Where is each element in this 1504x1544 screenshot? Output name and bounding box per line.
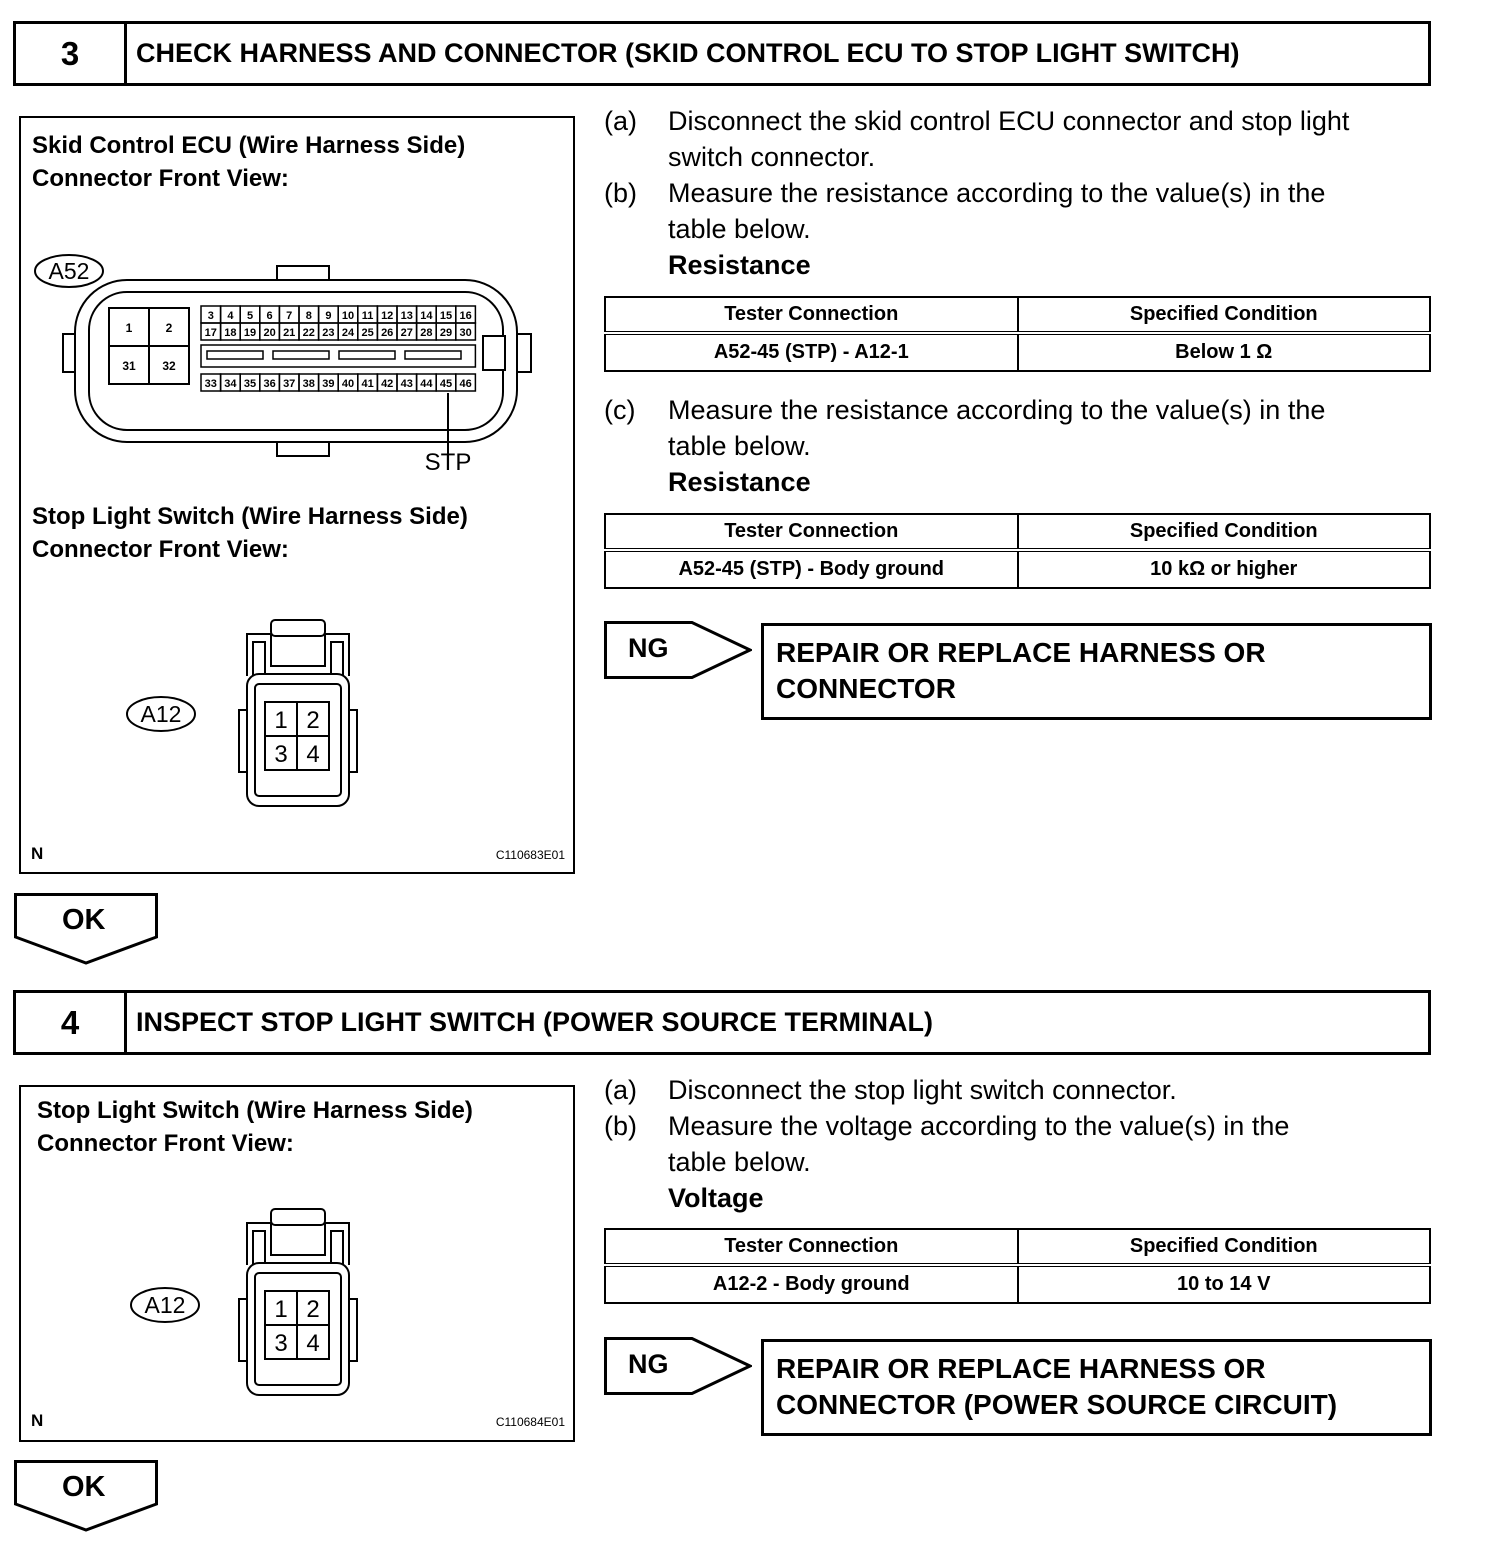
ecu-pin-label: 27 — [400, 327, 413, 339]
ng-arrow-4 — [604, 1337, 752, 1395]
ecu-pin-label: 6 — [266, 310, 273, 322]
instr-b-line1: Measure the voltage according to the value(s) in the — [668, 1111, 1290, 1141]
instr-b-line1: Measure the resistance according to the value(s) in the — [668, 178, 1326, 208]
instr-c-line1: Measure the resistance according to the value(s) in the — [668, 395, 1326, 425]
ng-result-box-4 — [761, 1339, 1432, 1436]
ok-label-4: OK — [62, 1471, 106, 1503]
instr-b-line2: table below. — [668, 214, 811, 244]
step-title: INSPECT STOP LIGHT SWITCH (POWER SOURCE TERMINAL) — [136, 1007, 934, 1037]
ng-label-4: NG — [628, 1349, 669, 1379]
instr-c-line2: table below. — [668, 431, 811, 461]
ng-result-line2: CONNECTOR — [776, 673, 956, 704]
ecu-pin-label: 21 — [283, 327, 296, 339]
connector-figure-3 — [19, 116, 575, 874]
instr-label-a: (a) — [604, 1075, 637, 1105]
ecu-pin-label: 2 — [165, 321, 173, 335]
svg-text:4: 4 — [306, 1330, 320, 1357]
voltage-table — [604, 1228, 1431, 1304]
step-number: 4 — [16, 993, 127, 1052]
svg-text:3: 3 — [274, 741, 288, 768]
resistance-table-2 — [604, 513, 1431, 589]
svg-text:1: 1 — [274, 1296, 288, 1323]
ecu-pin-label: 7 — [286, 310, 293, 322]
ng-label-3: NG — [628, 633, 669, 663]
switch-connector-label: A12 — [144, 1292, 186, 1318]
table-header: Tester Connection — [605, 297, 1018, 333]
ecu-pin-label: 30 — [459, 327, 472, 339]
ecu-pin-label: 9 — [325, 310, 332, 322]
ecu-pin-label: 28 — [420, 327, 433, 339]
ecu-pin-label: 29 — [439, 327, 453, 339]
ng-arrow-3 — [604, 621, 752, 679]
step-title: CHECK HARNESS AND CONNECTOR (SKID CONTROL ECU TO STOP LIGHT SWITCH) — [136, 38, 1240, 68]
figure-code: C110684E01 — [495, 1415, 565, 1429]
ng-result-box-3 — [761, 623, 1432, 720]
ecu-pin-label: 13 — [400, 310, 413, 322]
ecu-pin-label: 8 — [305, 310, 312, 322]
ecu-pin-label: 19 — [243, 327, 257, 339]
table-header: Specified Condition — [1018, 514, 1431, 550]
ecu-pin-label: 45 — [439, 378, 453, 390]
ecu-pin-label: 39 — [322, 378, 335, 390]
stp-label: STP — [424, 449, 472, 476]
instr-c-heading: Resistance — [668, 467, 811, 497]
ecu-pin-label: 5 — [246, 310, 254, 322]
step-number: 3 — [16, 24, 127, 83]
ecu-pin-label: 12 — [381, 310, 394, 322]
step-3-instruction-c — [604, 392, 1444, 500]
ecu-pin-label: 32 — [162, 359, 176, 373]
table-header: Tester Connection — [605, 1229, 1018, 1265]
instr-label-b: (b) — [604, 1111, 637, 1141]
connector-figure-4 — [19, 1085, 575, 1442]
instr-b-line2: table below. — [668, 1147, 811, 1177]
instr-label-a: (a) — [604, 106, 637, 136]
table-cell: A52-45 (STP) - Body ground — [605, 550, 1018, 588]
ecu-pin-label: 41 — [361, 378, 374, 390]
instr-label-c: (c) — [604, 395, 636, 425]
switch-figure-title-1: Stop Light Switch (Wire Harness Side) — [32, 503, 468, 530]
instr-a-line1: Disconnect the stop light switch connector. — [668, 1075, 1177, 1105]
corner-letter: N — [31, 844, 44, 863]
step-3-instructions — [604, 103, 1444, 283]
ecu-pin-label: 43 — [400, 378, 413, 390]
ecu-pin-label: 11 — [361, 310, 374, 322]
switch-figure-title-1: Stop Light Switch (Wire Harness Side) — [37, 1097, 473, 1124]
ecu-pin-label: 26 — [381, 327, 394, 339]
ecu-pin-label: 15 — [439, 310, 453, 322]
ecu-pin-label: 20 — [263, 327, 276, 339]
ecu-pin-label: 40 — [341, 378, 355, 390]
ecu-pin-label: 1 — [125, 321, 133, 335]
table-cell: A52-45 (STP) - A12-1 — [605, 333, 1018, 371]
table-header: Tester Connection — [605, 514, 1018, 550]
switch-connector-diagram — [125, 1205, 375, 1405]
ecu-pin-label: 36 — [263, 378, 276, 390]
resistance-table-1 — [604, 296, 1431, 372]
table-cell: A12-2 - Body ground — [605, 1265, 1018, 1303]
ecu-pin-label: 37 — [283, 378, 296, 390]
corner-letter: N — [31, 1411, 44, 1430]
ng-result-line1: REPAIR OR REPLACE HARNESS OR — [776, 637, 1266, 668]
ecu-pin-label: 23 — [322, 327, 335, 339]
ecu-pin-label: 10 — [341, 310, 355, 322]
switch-connector-label: A12 — [140, 701, 182, 727]
ecu-pin-label: 18 — [224, 327, 237, 339]
svg-text:3: 3 — [274, 1330, 288, 1357]
switch-figure-title-2: Connector Front View: — [32, 536, 289, 563]
ng-result-line1: REPAIR OR REPLACE HARNESS OR — [776, 1353, 1266, 1384]
ecu-pin-label: 44 — [420, 378, 433, 390]
ecu-pin-label: 24 — [341, 327, 355, 339]
ecu-pin-label: 38 — [302, 378, 315, 390]
ecu-pin-label: 22 — [302, 327, 315, 339]
ecu-pin-label: 4 — [227, 310, 234, 322]
instr-b-heading: Voltage — [668, 1183, 764, 1213]
instr-a-line2: switch connector. — [668, 142, 876, 172]
ecu-pin-label: 34 — [224, 378, 237, 390]
table-header: Specified Condition — [1018, 297, 1431, 333]
ecu-pin-label: 31 — [122, 359, 136, 373]
ecu-figure-title-2: Connector Front View: — [32, 165, 289, 192]
ecu-pin-label: 3 — [207, 310, 214, 322]
switch-connector-diagram — [121, 616, 371, 816]
ecu-pin-label: 35 — [243, 378, 257, 390]
ecu-pin-label: 17 — [204, 327, 217, 339]
ecu-connector-label: A52 — [48, 258, 90, 284]
table-cell: 10 kΩ or higher — [1018, 550, 1431, 588]
ecu-pin-label: 46 — [459, 378, 472, 390]
step-3-header — [13, 21, 1431, 86]
table-cell: Below 1 Ω — [1018, 333, 1431, 371]
ng-result-line2: CONNECTOR (POWER SOURCE CIRCUIT) — [776, 1389, 1338, 1420]
ecu-figure-title-1: Skid Control ECU (Wire Harness Side) — [32, 132, 466, 159]
table-header: Specified Condition — [1018, 1229, 1431, 1265]
table-cell: 10 to 14 V — [1018, 1265, 1431, 1303]
svg-text:2: 2 — [306, 707, 320, 734]
ok-label-3: OK — [62, 904, 106, 936]
svg-text:2: 2 — [306, 1296, 320, 1323]
step-4-instructions — [604, 1072, 1444, 1216]
ecu-pin-label: 42 — [381, 378, 394, 390]
ecu-pin-label: 16 — [459, 310, 472, 322]
ecu-pin-label: 25 — [361, 327, 374, 339]
switch-figure-title-2: Connector Front View: — [37, 1130, 294, 1157]
step-4-header — [13, 990, 1431, 1055]
ecu-pin-label: 33 — [204, 378, 217, 390]
instr-label-b: (b) — [604, 178, 637, 208]
svg-text:1: 1 — [274, 707, 288, 734]
figure-code: C110683E01 — [495, 848, 565, 862]
instr-b-heading: Resistance — [668, 250, 811, 280]
ecu-pin-label: 14 — [420, 310, 433, 322]
ecu-connector-diagram — [21, 248, 573, 478]
instr-a-line1: Disconnect the skid control ECU connector and stop light — [668, 106, 1350, 136]
svg-text:4: 4 — [306, 741, 320, 768]
